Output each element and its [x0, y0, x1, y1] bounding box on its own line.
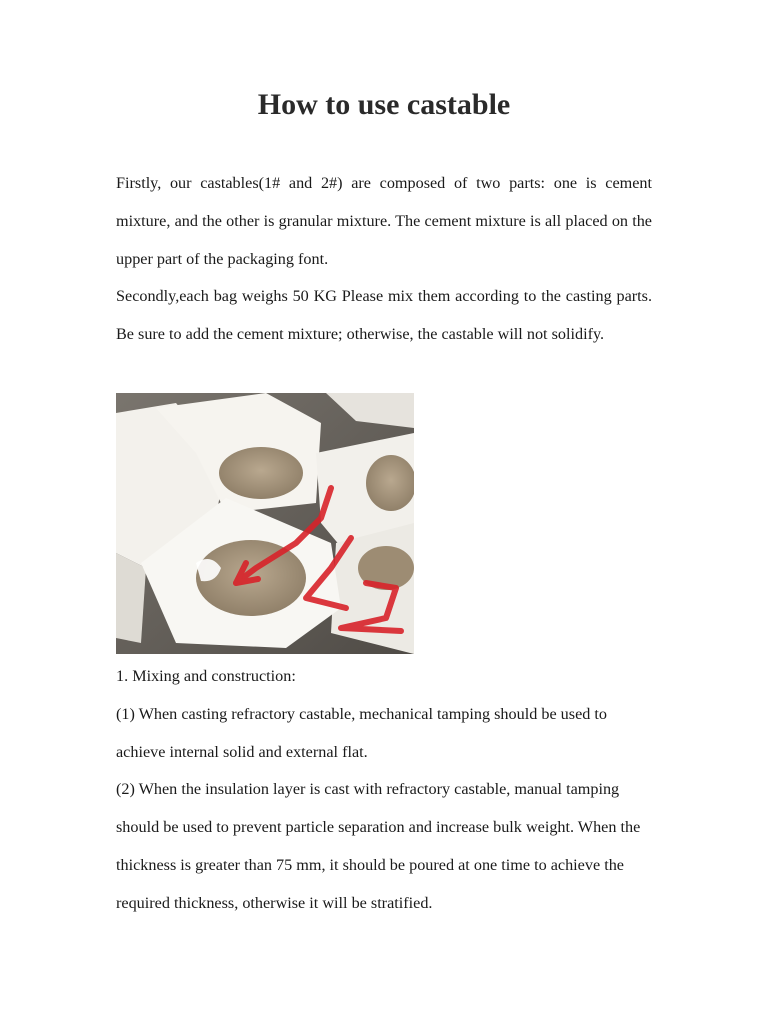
bag-bottom-right [331, 523, 414, 654]
bags-illustration [116, 393, 414, 654]
section-heading-mixing: 1. Mixing and construction: [116, 667, 296, 685]
instruction-item-1: (1) When casting refractory castable, mechanical tamping should be used to achieve internal solid and external flat. [116, 705, 607, 761]
paragraph-secondly: Secondly,each bag weighs 50 KG Please mix them according to the casting parts. Be sure to add the cement mixture; otherwise, the castable will not solidify. [116, 287, 652, 343]
paragraph-firstly: Firstly, our castables(1# and 2#) are composed of two parts: one is cement mixture, and the other is granular mixture. The cement mixture is all placed on the upper part of the packaging font. [116, 174, 652, 268]
document-title: How to use castable [257, 88, 511, 121]
castable-bags-photo [116, 393, 414, 654]
instruction-item-2: (2) When the insulation layer is cast with refractory castable, manual tamping should be used to prevent particle separation and increase bulk weight. When the thickness is greater than 75 mm, it should be poured at one time to achieve the required thickness, otherwise it will be stratified. [116, 780, 641, 912]
bag-top-mixture [219, 447, 303, 499]
